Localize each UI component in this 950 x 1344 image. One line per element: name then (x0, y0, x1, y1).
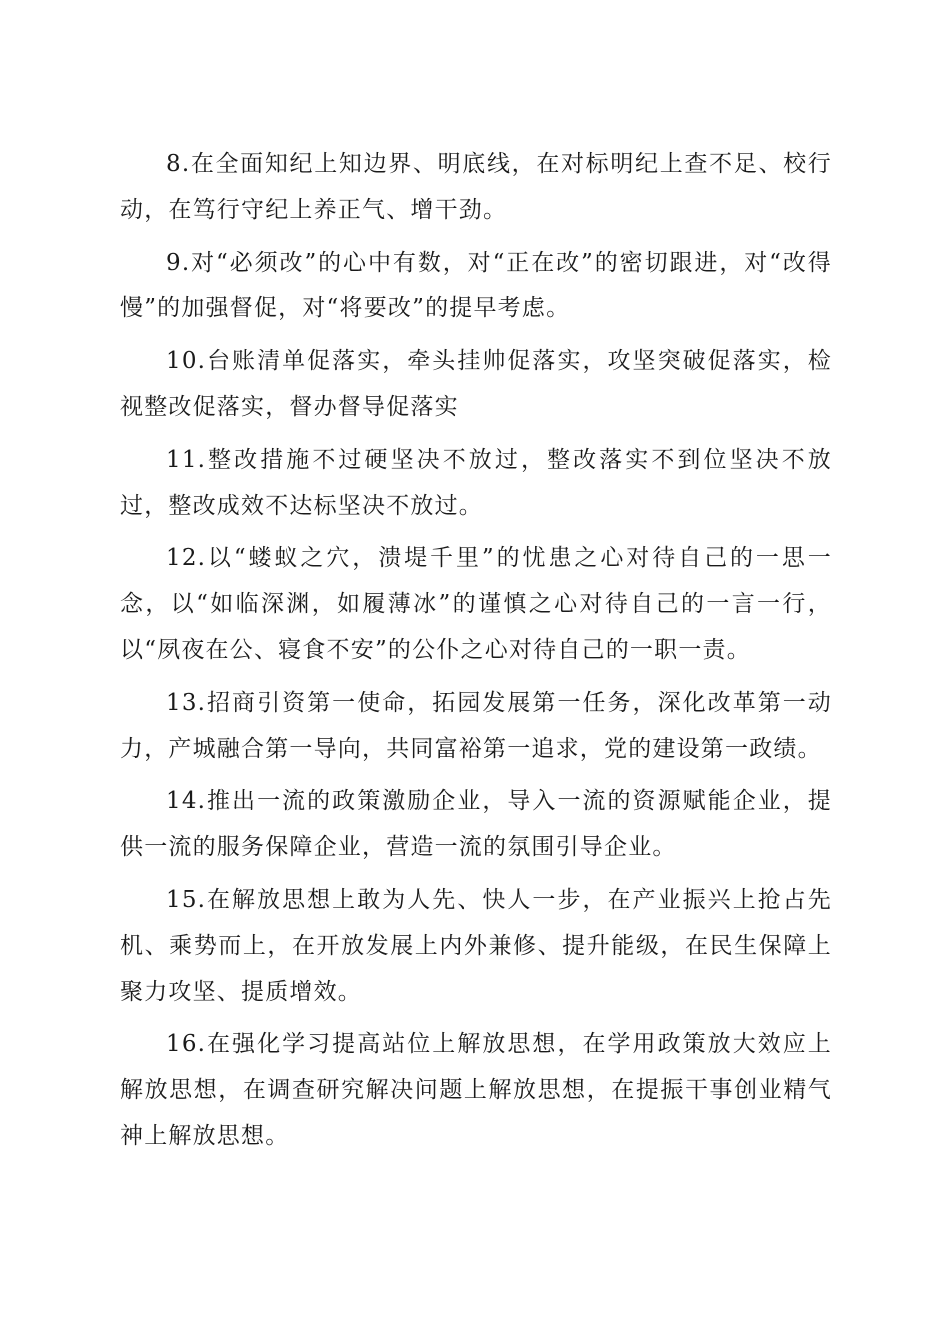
paragraph-13: 13.招商引资第一使命，拓园发展第一任务，深化改革第一动力，产城融合第一导向，共同富裕第一追求，党的建设第一政绩。 (120, 689, 832, 762)
paragraph-16: 16.在强化学习提高站位上解放思想，在学用政策放大效应上解放思想，在调查研究解决问题上解放思想，在提振干事创业精气神上解放思想。 (120, 1031, 832, 1149)
paragraph-8: 8.在全面知纪上知边界、明底线，在对标明纪上查不足、校行动，在笃行守纪上养正气、增干劲。 (120, 151, 832, 223)
paragraph-11: 11.整改措施不过硬坚决不放过，整改落实不到位坚决不放过，整改成效不达标坚决不放过。 (120, 446, 832, 519)
paragraph-15: 15.在解放思想上敢为人先、快人一步，在产业振兴上抢占先机、乘势而上，在开放发展上内外兼修、提升能级，在民生保障上聚力攻坚、提质增效。 (120, 886, 832, 1005)
paragraph-10: 10.台账清单促落实，牵头挂帅促落实，攻坚突破促落实，检视整改促落实，督办督导促落实 (120, 348, 832, 420)
paragraph-12: 12.以“蝼蚁之穴，溃堤千里”的忧患之心对待自己的一思一念，以“如临深渊，如履薄冰”的谨慎之心对待自己的一言一行，以“夙夜在公、寝食不安”的公仆之心对待自己的一职一责。 (120, 545, 832, 663)
paragraph-9: 9.对“必须改”的心中有数，对“正在改”的密切跟进，对“改得慢”的加强督促，对“将要改”的提早考虑。 (120, 249, 832, 322)
document-body (120, 142, 832, 1167)
paragraph-14: 14.推出一流的政策激励企业，导入一流的资源赋能企业，提供一流的服务保障企业，营造一流的氛围引导企业。 (120, 788, 832, 861)
